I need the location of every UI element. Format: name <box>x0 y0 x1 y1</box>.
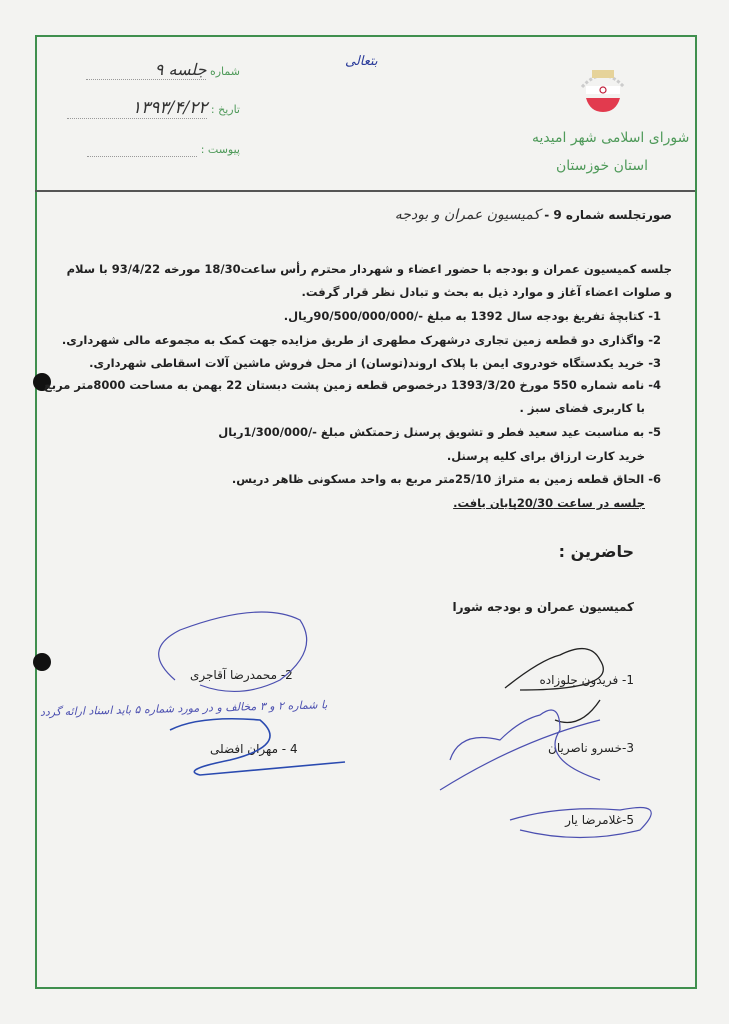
province-name: استان خوزستان <box>556 158 648 174</box>
date-label: تاریخ : <box>210 103 240 116</box>
agenda-item: 2- واگذاری دو قطعه زمین تجاری درشهرک مطهری از طریق مزایده جهت کمک به مجموعه مالی شهرداری. <box>61 333 661 347</box>
date-value: ۱۳۹۳/۴/۲۲ <box>67 98 207 119</box>
date-field <box>45 98 240 119</box>
header-divider <box>35 190 695 192</box>
attendees-heading: حاضرین : <box>558 542 634 561</box>
number-value: جلسه ۹ <box>86 60 206 80</box>
agenda-item: 6- الحاق قطعه زمین به متراژ 25/10متر مربع به واحد مسکونی ظاهر دریس. <box>231 472 661 486</box>
intro-line-2: و صلوات اعضاء آغاز و موارد ذیل به بحث و تبادل نظر قرار گرفت. <box>301 285 672 299</box>
number-field <box>60 60 240 80</box>
attendee-3: 3-خسرو ناصریان <box>548 741 634 755</box>
document-title <box>395 207 672 223</box>
intro-line-1: جلسه کمیسیون عمران و بودجه با حضور اعضاء و شهردار محترم رأس ساعت18/30 مورخه 93/4/22 با سلام <box>66 262 672 276</box>
attendee-1: 1- فریدون جلوزاده <box>539 673 634 687</box>
attendee-2: 2- محمدرضا آقاجری <box>190 668 293 682</box>
punch-hole <box>33 653 51 671</box>
attendee-4: 4 - مهران افضلی <box>210 742 298 756</box>
org-name: شورای اسلامی شهر امیدیه <box>532 130 690 146</box>
agenda-item: 5- به مناسبت عید سعید فطر و تشویق پرسنل زحمتکش مبلغ -/1/300/000ریال <box>218 425 661 439</box>
attachment-field <box>60 143 240 157</box>
top-mark: بتعالی <box>345 54 378 69</box>
agenda-item: 1- کتابچهٔ تفریغ بودجه سال 1392 به مبلغ -/90/500/000/000ریال. <box>283 309 661 323</box>
closing-line: جلسه در ساعت 20/30پایان یافت. <box>453 496 645 510</box>
title-printed: صورتجلسه شماره 9 - <box>544 208 672 222</box>
handwritten-note: با شماره ۲ و ۳ مخالف و در مورد شماره ۵ باید اسناد ارائه گردد <box>39 698 328 719</box>
agenda-item: 4- نامه شماره 550 مورخ 1393/3/20 درخصوص قطعه زمین پشت دبستان 22 بهمن به مساحت 8000متر مربع <box>43 378 661 392</box>
agenda-item: 3- خرید یکدستگاه خودروی ایمن با پلاک اروند(توسان) از محل فروش ماشین آلات اسقاطی شهرداری. <box>89 356 661 370</box>
title-handwritten: کمیسیون عمران و بودجه <box>394 207 540 223</box>
attachment-label: پیوست : <box>200 143 240 156</box>
committee-name: کمیسیون عمران و بودجه شورا <box>452 600 634 614</box>
iran-emblem-logo <box>572 62 634 120</box>
number-label: شماره <box>209 65 240 78</box>
attendee-5: 5-غلامرضا یار <box>565 813 634 827</box>
agenda-item-continued: با کاربری فضای سبز . <box>519 401 645 415</box>
page-border <box>35 35 697 989</box>
agenda-item-continued: خرید کارت ارزاق برای کلیه پرسنل. <box>446 449 645 463</box>
